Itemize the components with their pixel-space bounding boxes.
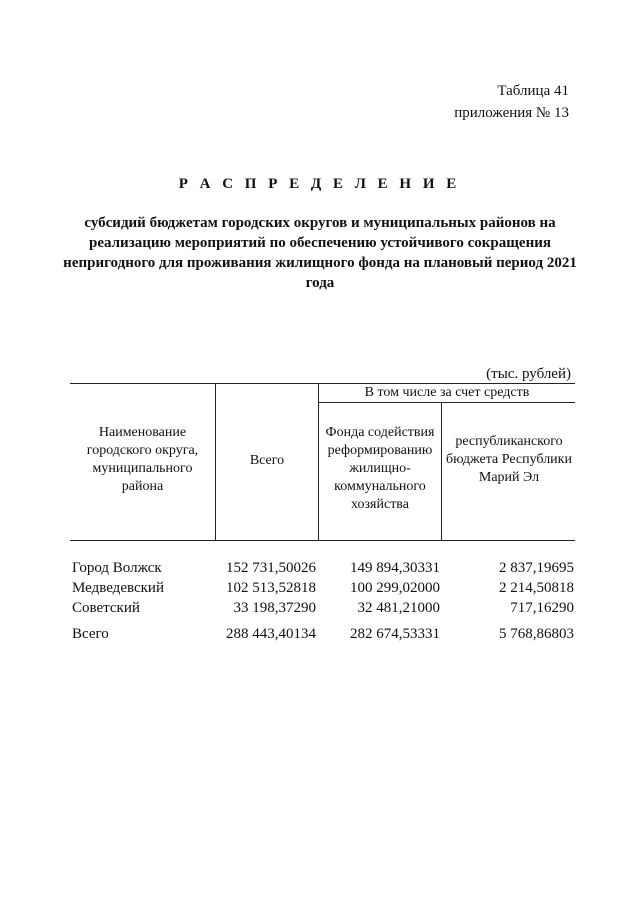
cell-fund: 149 894,30331 (350, 560, 440, 576)
cell-total: 102 513,52818 (226, 580, 316, 596)
cell-total: 152 731,50026 (226, 560, 316, 576)
cell-name: Медведевский (72, 580, 164, 596)
cell-total: 288 443,40134 (226, 626, 316, 642)
cell-name: Всего (72, 626, 109, 642)
table-number: Таблица 41 (497, 83, 569, 99)
cell-republic: 717,16290 (510, 600, 574, 616)
cell-fund: 100 299,02000 (350, 580, 440, 596)
table-row (72, 560, 574, 580)
cell-republic: 2 214,50818 (499, 580, 574, 596)
cell-total: 33 198,37290 (233, 600, 316, 616)
column-divider (441, 402, 442, 540)
table-total-row (72, 626, 574, 646)
unit-label: (тыс. рублей) (486, 366, 571, 382)
header-republic: республиканского бюджета Республики Марий Эл (446, 434, 572, 485)
cell-name: Советский (72, 600, 140, 616)
document-title: Р А С П Р Е Д Е Л Е Н И Е (178, 176, 461, 192)
header-bottom-rule (70, 540, 575, 541)
header-including: В том числе за счет средств (364, 385, 530, 400)
cell-name: Город Волжск (72, 560, 162, 576)
header-fund: Фонда содействия реформированию жилищно-коммунального хозяйства (325, 425, 435, 512)
document-subtitle: субсидий бюджетам городских округов и муниципальных районов на реализацию мероприятий по обеспечению устойчивого сокращения непригодного для проживания жилищного фонда на плановый период 2021 года (63, 215, 577, 291)
table-row (72, 580, 574, 600)
cell-fund: 282 674,53331 (350, 626, 440, 642)
header-name: Наименование городского округа, муниципального района (86, 425, 199, 494)
header-subgroup-rule (318, 402, 575, 403)
cell-republic: 2 837,19695 (499, 560, 574, 576)
table-row (72, 600, 574, 620)
table-reference (454, 80, 569, 124)
appendix-number: приложения № 13 (454, 105, 569, 121)
cell-republic: 5 768,86803 (499, 626, 574, 642)
header-total: Всего (249, 453, 285, 468)
cell-fund: 32 481,21000 (357, 600, 440, 616)
